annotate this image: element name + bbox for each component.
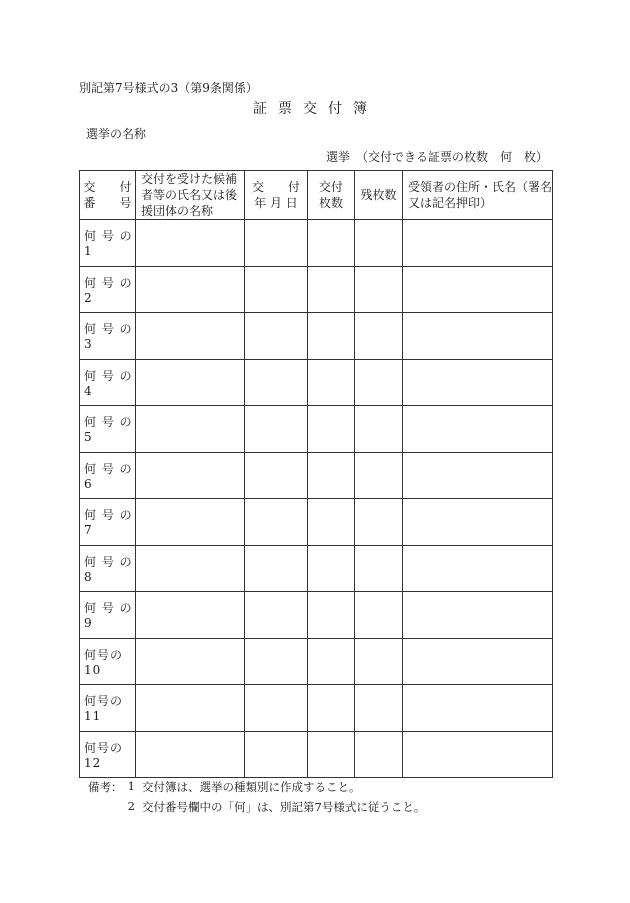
- issue-number-cell: 何 号 の 6: [80, 452, 136, 499]
- table-row: [80, 545, 553, 592]
- receiver-cell: [403, 359, 553, 406]
- recipient-name-cell: [136, 266, 245, 313]
- header-issue-number: 交 付 番 号: [80, 171, 136, 220]
- issue-date-cell: [245, 592, 308, 639]
- issued-count-cell: [308, 406, 355, 453]
- issue-number-cell: 何 号 の 3: [80, 313, 136, 360]
- issued-count-cell: [308, 266, 355, 313]
- issue-date-cell: [245, 545, 308, 592]
- issued-count-cell: [308, 731, 355, 778]
- issue-number-cell: 何 号 の 9: [80, 592, 136, 639]
- header-remaining-count: 残枚数: [355, 171, 403, 220]
- remaining-count-cell: [355, 452, 403, 499]
- receiver-cell: [403, 266, 553, 313]
- issue-number-cell: 何号の10: [80, 638, 136, 685]
- issued-count-cell: [308, 313, 355, 360]
- recipient-name-cell: [136, 638, 245, 685]
- note-number: 2: [127, 799, 135, 813]
- remaining-count-cell: [355, 545, 403, 592]
- remaining-count-cell: [355, 499, 403, 546]
- remaining-count-cell: [355, 220, 403, 267]
- issue-number-cell: 何 号 の 7: [80, 499, 136, 546]
- issue-number-cell: 何号の12: [80, 731, 136, 778]
- issued-count-cell: [308, 638, 355, 685]
- table-row: [80, 359, 553, 406]
- issued-count-cell: [308, 592, 355, 639]
- recipient-name-cell: [136, 313, 245, 360]
- issued-count-cell: [308, 545, 355, 592]
- issued-count-cell: [308, 220, 355, 267]
- remaining-count-cell: [355, 592, 403, 639]
- header-issue-date: 交 付 年 月 日: [245, 171, 308, 220]
- receiver-cell: [403, 731, 553, 778]
- issue-date-cell: [245, 731, 308, 778]
- issue-number-cell: 何 号 の 2: [80, 266, 136, 313]
- recipient-name-cell: [136, 499, 245, 546]
- issue-date-cell: [245, 220, 308, 267]
- table-row: [80, 731, 553, 778]
- election-name-label: 選挙の名称: [86, 127, 147, 141]
- document-title: 証票交付簿: [253, 101, 378, 117]
- issue-number-cell: 何 号 の 1: [80, 220, 136, 267]
- issue-number-cell: 何号の11: [80, 685, 136, 732]
- table-row: [80, 685, 553, 732]
- remaining-count-cell: [355, 685, 403, 732]
- table-header-row: [80, 171, 553, 220]
- issue-number-cell: 何 号 の 5: [80, 406, 136, 453]
- certificate-register-table: [79, 170, 553, 778]
- table-row: [80, 313, 553, 360]
- issue-number-cell: 何 号 の 8: [80, 545, 136, 592]
- remaining-count-cell: [355, 313, 403, 360]
- issued-count-cell: [308, 685, 355, 732]
- issue-date-cell: [245, 406, 308, 453]
- issue-date-cell: [245, 685, 308, 732]
- receiver-cell: [403, 220, 553, 267]
- recipient-name-cell: [136, 685, 245, 732]
- header-issued-count: 交付 枚数: [308, 171, 355, 220]
- receiver-cell: [403, 685, 553, 732]
- issue-date-cell: [245, 266, 308, 313]
- table-row: [80, 452, 553, 499]
- table-row: [80, 406, 553, 453]
- table-row: [80, 638, 553, 685]
- receiver-cell: [403, 499, 553, 546]
- issue-date-cell: [245, 359, 308, 406]
- notes-prefix: 備考：: [88, 780, 123, 794]
- receiver-cell: [403, 545, 553, 592]
- issue-date-cell: [245, 452, 308, 499]
- receiver-cell: [403, 452, 553, 499]
- remaining-count-cell: [355, 406, 403, 453]
- receiver-cell: [403, 406, 553, 453]
- issued-count-cell: [308, 499, 355, 546]
- form-reference: 別記第7号様式の3（第9条関係）: [79, 81, 258, 95]
- election-ticket-count-line: 選挙 （交付できる証票の枚数 何 枚）: [326, 150, 549, 164]
- issue-date-cell: [245, 638, 308, 685]
- receiver-cell: [403, 313, 553, 360]
- table-row: [80, 592, 553, 639]
- recipient-name-cell: [136, 220, 245, 267]
- issue-date-cell: [245, 499, 308, 546]
- recipient-name-cell: [136, 452, 245, 499]
- header-recipient-name: 交付を受けた候補 者等の氏名又は後 援団体の名称: [136, 171, 245, 220]
- issued-count-cell: [308, 359, 355, 406]
- note-text: 交付番号欄中の「何」は、別記第7号様式に従うこと。: [142, 800, 426, 814]
- issue-date-cell: [245, 313, 308, 360]
- note-text: 交付簿は、選挙の種類別に作成すること。: [142, 780, 361, 794]
- issued-count-cell: [308, 452, 355, 499]
- recipient-name-cell: [136, 592, 245, 639]
- remaining-count-cell: [355, 638, 403, 685]
- issue-number-cell: 何 号 の 4: [80, 359, 136, 406]
- recipient-name-cell: [136, 359, 245, 406]
- table-row: [80, 220, 553, 267]
- recipient-name-cell: [136, 731, 245, 778]
- remaining-count-cell: [355, 266, 403, 313]
- note-number: 1: [127, 779, 135, 793]
- remaining-count-cell: [355, 731, 403, 778]
- table-row: [80, 499, 553, 546]
- recipient-name-cell: [136, 545, 245, 592]
- remaining-count-cell: [355, 359, 403, 406]
- table-row: [80, 266, 553, 313]
- receiver-cell: [403, 592, 553, 639]
- header-receiver-address-name: 受領者の住所・氏名（署名 又は記名押印）: [403, 171, 553, 220]
- recipient-name-cell: [136, 406, 245, 453]
- receiver-cell: [403, 638, 553, 685]
